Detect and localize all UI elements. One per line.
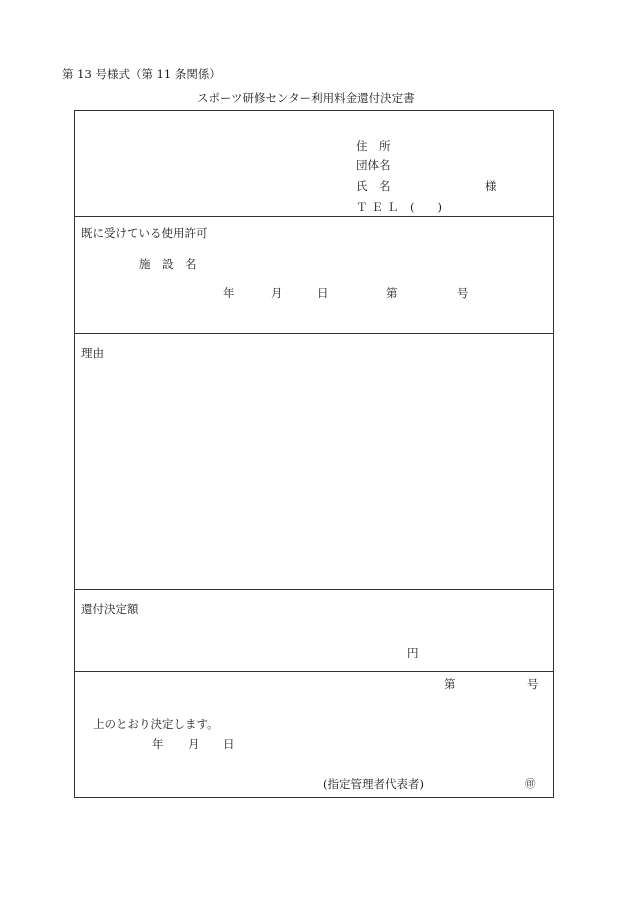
decision-number-prefix: 第 (444, 677, 456, 691)
divider-applicant (75, 216, 553, 217)
permit-year: 年 (223, 286, 235, 300)
signer-label: (指定管理者代表者) (323, 777, 424, 791)
form-table (74, 110, 554, 798)
permit-number-prefix: 第 (386, 286, 398, 300)
tel-parens: ( ) (410, 200, 442, 214)
divider-permit (75, 333, 553, 334)
permit-day: 日 (317, 286, 329, 300)
honorific-sama: 様 (485, 179, 497, 193)
divider-reason (75, 589, 553, 590)
reason-label: 理由 (81, 346, 104, 360)
decision-month: 月 (188, 737, 200, 751)
form-number: 第 13 号様式（第 11 条関係） (62, 67, 221, 81)
name-label: 氏 名 (356, 179, 391, 193)
group-name-label: 団体名 (356, 158, 391, 172)
decision-number-suffix: 号 (527, 677, 539, 691)
refund-amount-label: 還付決定額 (81, 602, 139, 616)
permit-heading: 既に受けている使用許可 (81, 226, 208, 240)
tel-label: ＴＥＬ (356, 200, 403, 214)
document-title: スポーツ研修センター利用料金還付決定書 (197, 91, 415, 105)
permit-month: 月 (271, 286, 283, 300)
decision-year: 年 (152, 737, 164, 751)
decision-day: 日 (223, 737, 235, 751)
seal-mark: ㊞ (525, 778, 536, 790)
permit-number-suffix: 号 (457, 286, 469, 300)
address-label: 住 所 (356, 139, 391, 153)
divider-refund (75, 671, 553, 672)
facility-name-label: 施 設 名 (139, 257, 197, 271)
decision-statement: 上のとおり決定します。 (93, 717, 219, 731)
yen-unit: 円 (407, 646, 419, 660)
